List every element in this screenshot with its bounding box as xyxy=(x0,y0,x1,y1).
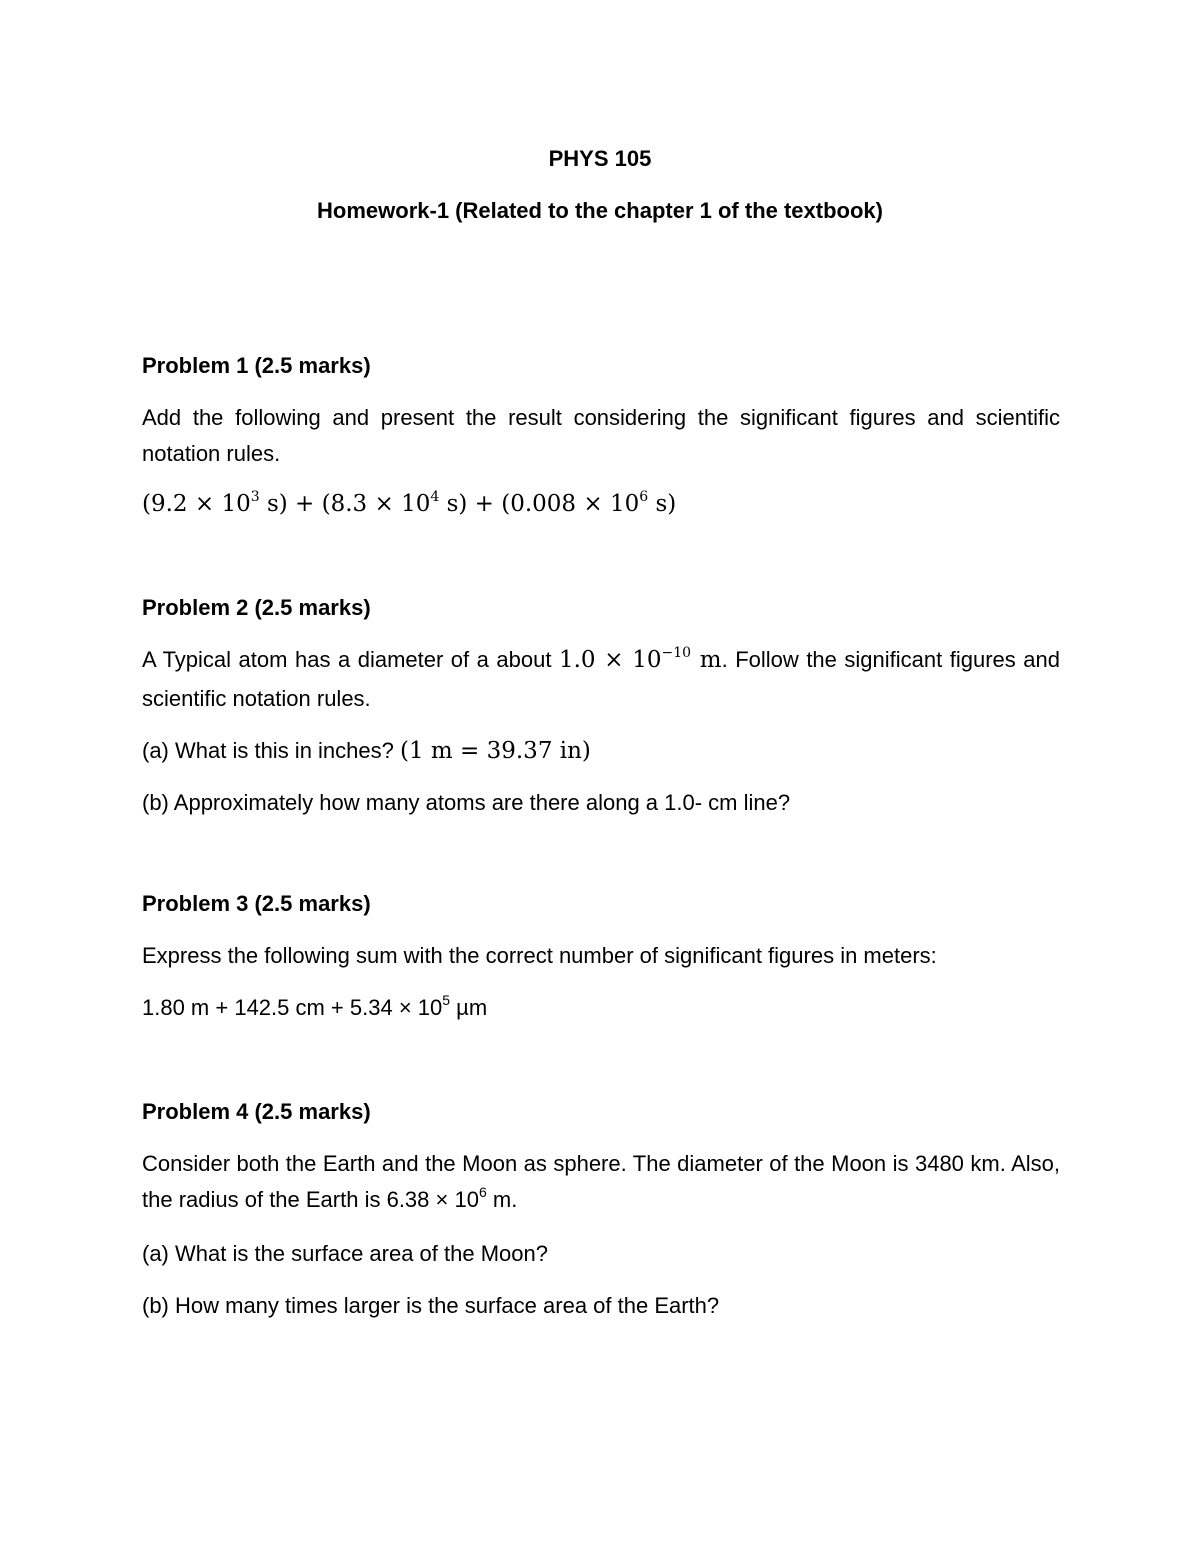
problem-2-question-a: (a) What is this in inches? (1 m = 39.37 in) xyxy=(142,738,591,764)
problem-4-heading: Problem 4 (2.5 marks) xyxy=(142,1099,371,1124)
problem-1 xyxy=(142,348,1060,525)
problem-2-text: A Typical atom has a diameter of a about $1.0 \times 10^{-10}$ m. Follow the significant figures and scientific notation rules. xyxy=(142,645,1061,711)
problem-3-expression: 1.80 m + 142.5 cm + $5.34 \times 10^5$ µm xyxy=(142,992,488,1020)
problem-3-heading: Problem 3 (2.5 marks) xyxy=(142,891,371,916)
problem-3 xyxy=(142,886,1060,1028)
course-code: PHYS 105 xyxy=(548,146,652,171)
homework-title: Homework-1 (Related to the chapter 1 of the textbook) xyxy=(317,198,883,223)
problem-4-text: Consider both the Earth and the Moon as sphere. The diameter of the Moon is 3480 km. Also, the radius of the Earth is $6.38 \times 10^6$ m. xyxy=(142,1151,1060,1212)
problem-4-question-b: (b) How many times larger is the surface area of the Earth? xyxy=(142,1293,720,1318)
problem-2-heading: Problem 2 (2.5 marks) xyxy=(142,595,371,620)
problem-2 xyxy=(142,590,1060,821)
problem-1-text: Add the following and present the result considering the significant figures and scientific notation rules. xyxy=(142,405,1060,466)
problem-4 xyxy=(142,1094,1060,1324)
problem-1-heading: Problem 1 (2.5 marks) xyxy=(142,353,371,378)
problem-2-question-b: (b) Approximately how many atoms are there along a 1.0- cm line? xyxy=(142,790,791,815)
problem-1-expression: ($9.2 \times 10^3$ $s) + (8.3 \times 10^4$ $s) + (0.008 \times 10^6$ s) xyxy=(142,489,677,517)
problem-3-text: Express the following sum with the correct number of significant figures in meters: xyxy=(142,943,937,968)
problem-4-question-a: (a) What is the surface area of the Moon? xyxy=(142,1241,548,1266)
